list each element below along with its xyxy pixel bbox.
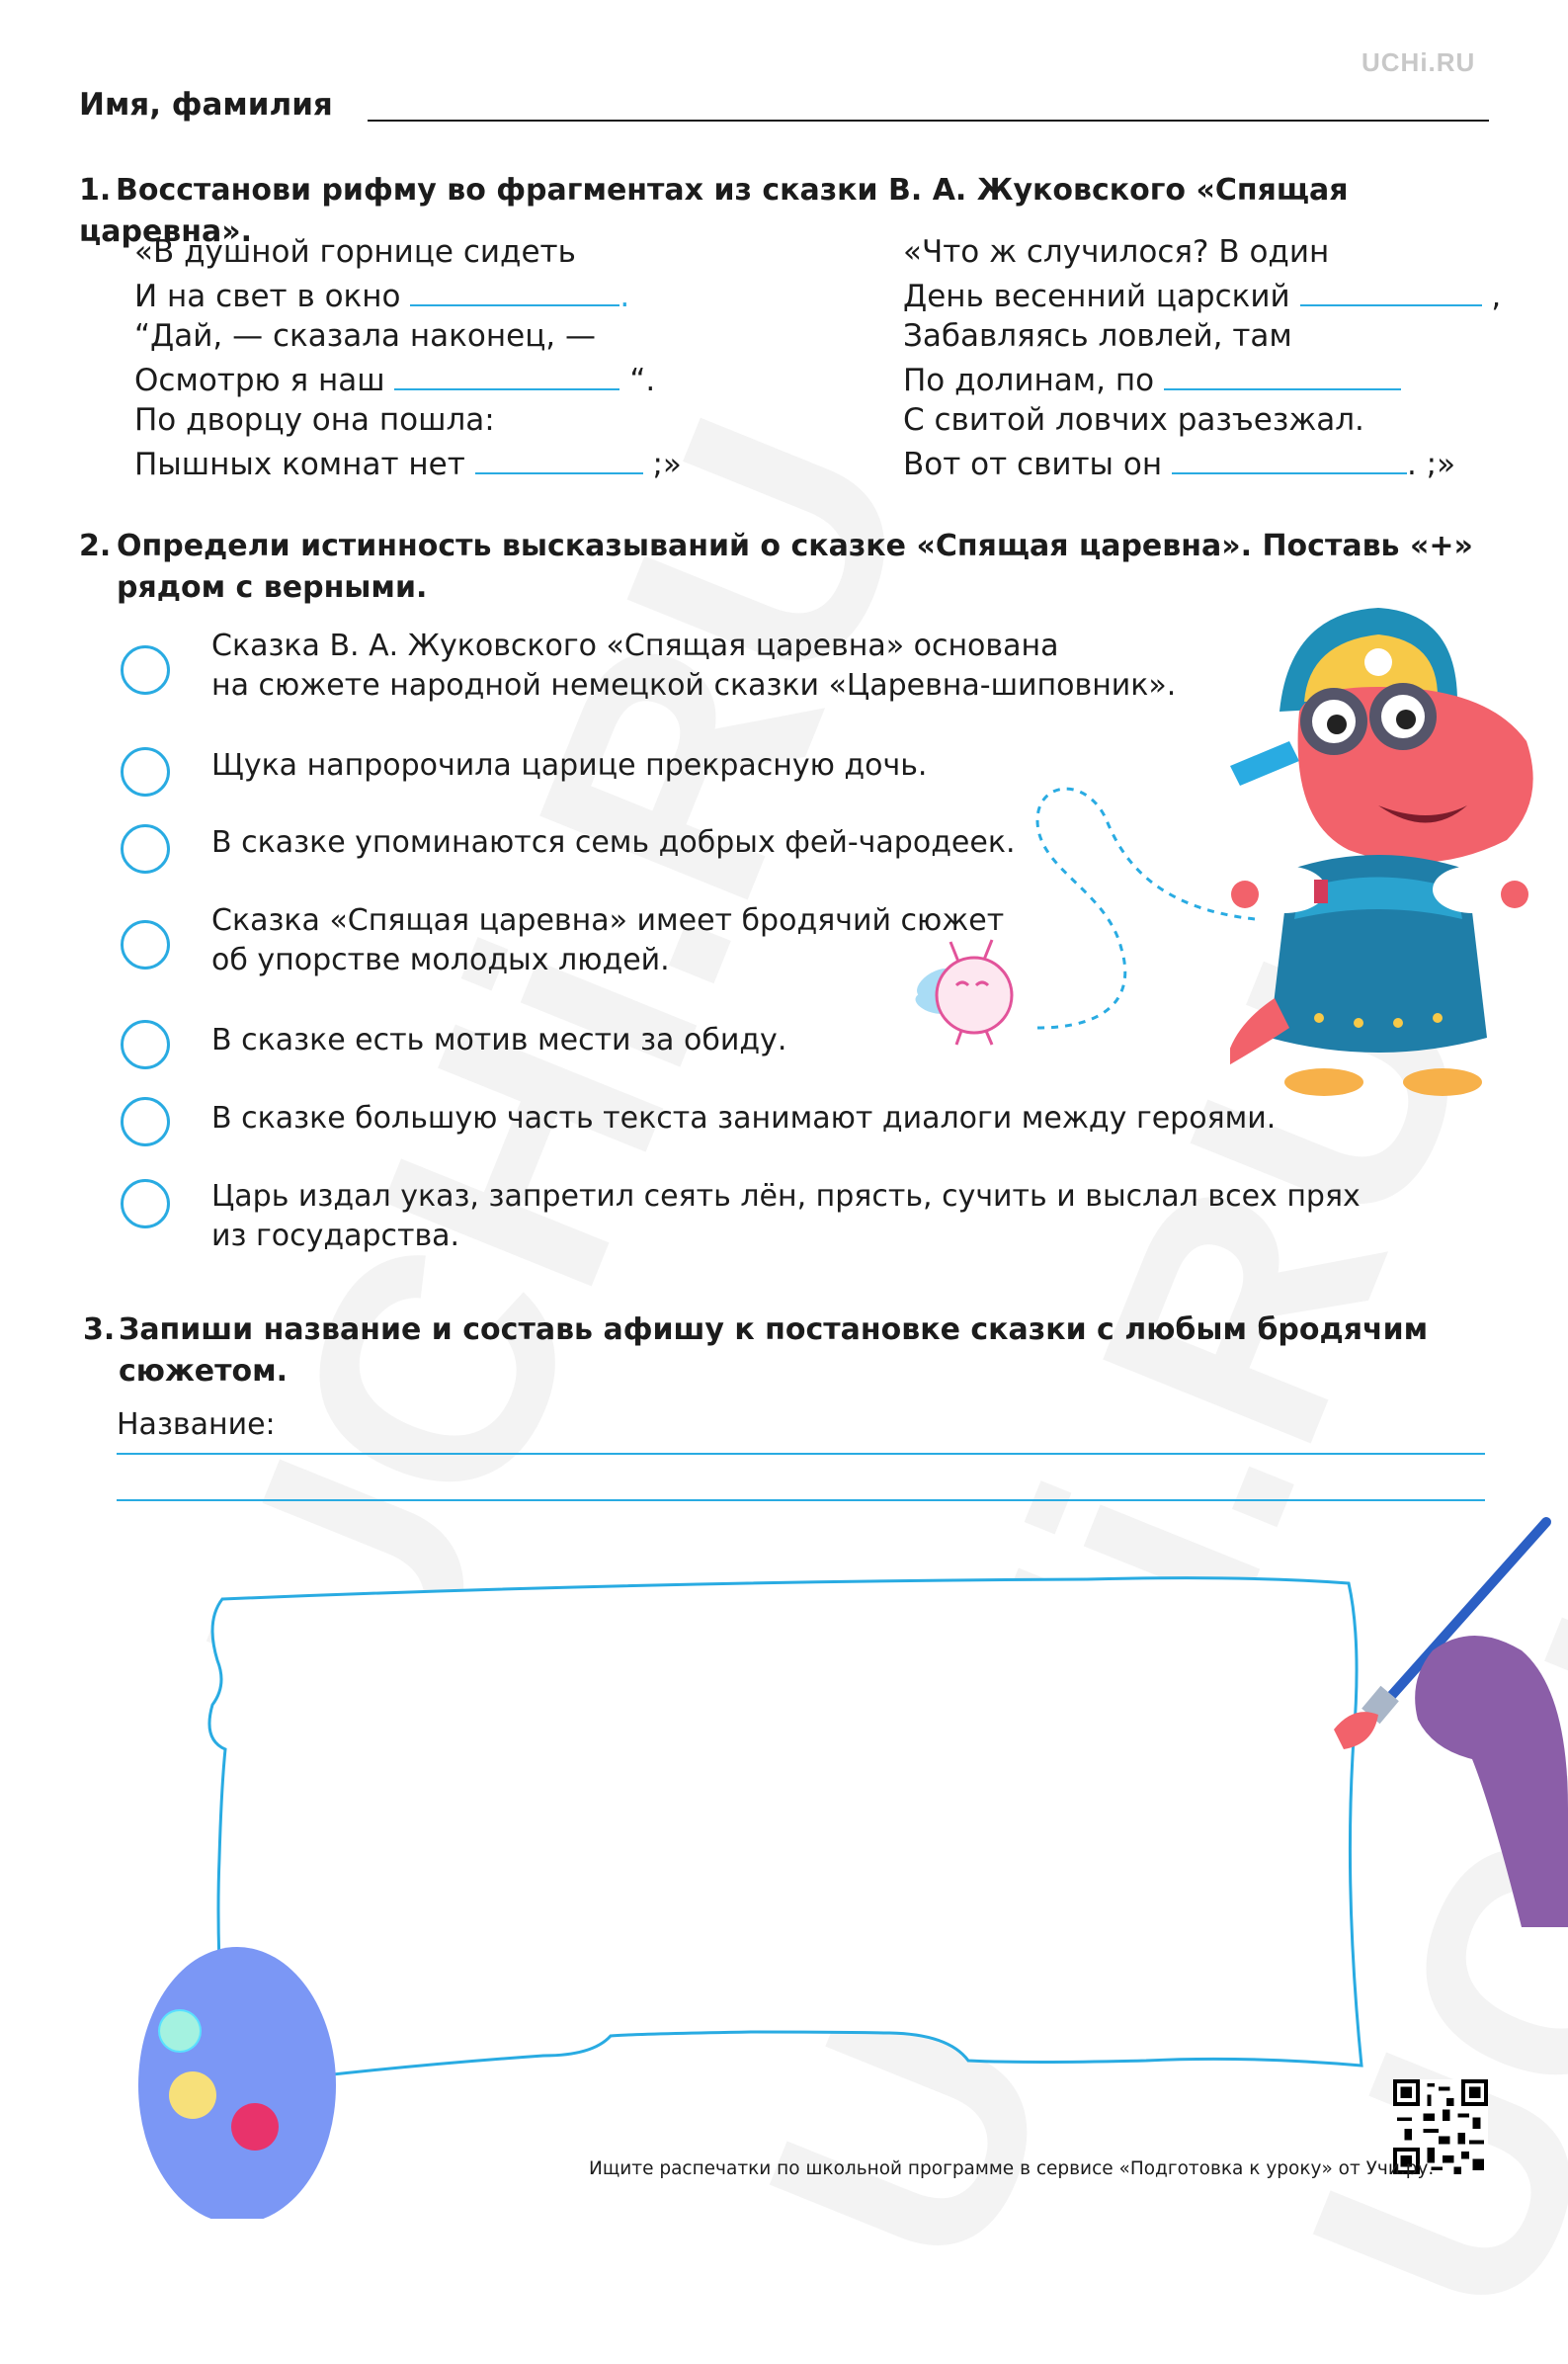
hand-brush-illustration <box>1324 1512 1568 1927</box>
poem-right <box>903 231 1501 483</box>
title-field-line-2[interactable] <box>117 1499 1485 1501</box>
statement: Сказка В. А. Жуковского «Спящая царевна» основана на сюжете народной немецкой сказки «Царевна-шиповник». <box>211 629 1177 703</box>
poem-line: По дворцу она пошла: <box>134 402 495 438</box>
answer-blank[interactable] <box>475 442 643 474</box>
poem-line: “Дай, — сказала наконец, — <box>134 318 596 354</box>
statement: В сказке большую часть текста занимают диалоги между героями. <box>211 1101 1277 1136</box>
answer-circle[interactable] <box>121 1020 170 1069</box>
name-field-line[interactable] <box>368 120 1489 122</box>
statement: Царь издал указ, запретил сеять лён, прясть, сучить и выслал всех прях из государства. <box>211 1179 1361 1253</box>
paint-palette-illustration <box>128 1937 366 2219</box>
brand-logo: UCHi.RU <box>1362 47 1476 77</box>
poem-line: Забавляясь ловлей, там <box>903 318 1292 354</box>
title-field-label: Название: <box>117 1407 276 1442</box>
answer-blank[interactable] <box>410 274 619 306</box>
footer-text: Ищите распечатки по школьной программе в сервисе «Подготовка к уроку» от Учи.ру. <box>589 2158 1435 2179</box>
answer-circle[interactable] <box>121 824 170 874</box>
task3-title <box>83 1309 1506 1393</box>
name-label: Имя, фамилия <box>79 87 333 123</box>
answer-circle[interactable] <box>121 920 170 970</box>
poem-line: День весенний царский , <box>903 274 1501 316</box>
task-number: 3. <box>83 1312 116 1347</box>
poem-left <box>134 231 682 483</box>
poem-line: Вот от свиты он . ;» <box>903 442 1501 484</box>
task-number: 1. <box>79 173 112 208</box>
bug-illustration <box>907 934 1035 1053</box>
poem-line: По долинам, по <box>903 358 1501 400</box>
answer-circle[interactable] <box>121 645 170 695</box>
poem-line: «В душной горнице сидеть <box>134 234 576 270</box>
dinosaur-mascot-illustration <box>1230 593 1546 1107</box>
task-text-line: рядом с верными. <box>117 570 428 605</box>
poem-line: И на свет в окно . <box>134 274 682 316</box>
answer-blank[interactable] <box>1300 274 1482 306</box>
dotted-trail <box>1028 781 1265 1038</box>
poem-line: Пышных комнат нет ;» <box>134 442 682 484</box>
title-field-line[interactable] <box>117 1453 1485 1455</box>
statement: В сказке есть мотив мести за обиду. <box>211 1023 787 1057</box>
answer-blank[interactable] <box>1172 442 1407 474</box>
poem-line: Осмотрю я наш “. <box>134 358 682 400</box>
statement: Щука напророчила царице прекрасную дочь. <box>211 748 928 783</box>
task-text-line: Запиши название и составь афишу к постановке сказки с любым бродячим <box>119 1312 1429 1347</box>
poem-line: «Что ж случилося? В один <box>903 234 1330 270</box>
answer-circle[interactable] <box>121 1097 170 1146</box>
answer-blank[interactable] <box>1164 358 1401 390</box>
statement: В сказке упоминаются семь добрых фей-чародеек. <box>211 825 1016 860</box>
poster-frame[interactable] <box>198 1562 1373 2085</box>
statement: Сказка «Спящая царевна» имеет бродячий сюжет об упорстве молодых людей. <box>211 903 1005 977</box>
task-text-line: Определи истинность высказываний о сказке «Спящая царевна». Поставь «+» <box>117 529 1473 563</box>
task-number: 2. <box>79 529 112 563</box>
answer-circle[interactable] <box>121 1179 170 1228</box>
task-text: Восстанови рифму во фрагментах из сказки В. А. Жуковского «Спящая царевна». <box>79 173 1349 249</box>
poem-line: С свитой ловчих разъезжал. <box>903 402 1364 438</box>
task-text-line: сюжетом. <box>119 1354 289 1389</box>
answer-circle[interactable] <box>121 747 170 797</box>
answer-blank[interactable] <box>394 358 619 390</box>
